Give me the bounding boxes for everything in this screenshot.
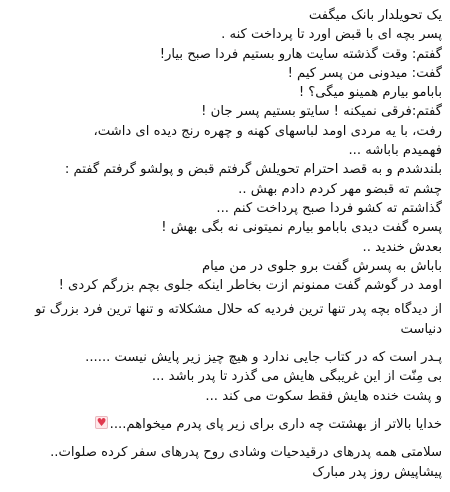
text-line-7: رفت، با یه مردی اومد لباسهای کهنه و چهره رنج دیده ای داشت، bbox=[93, 123, 442, 139]
text-line-20 bbox=[8, 415, 442, 434]
text-line-1: یک تحویلدار بانک میگفت bbox=[308, 8, 442, 23]
text-line-3: گفتم: وقت گذشته سایت هارو بستیم فردا صبح بیار! bbox=[159, 46, 442, 62]
text-line-14: باباش به پسرش گفت برو جلوی در من میام bbox=[202, 258, 442, 274]
text-paragraph-16: از دیدگاه بچه پدر تنها ترین فردیه که حلال مشکلاته و تنها ترین فرد بزرگ تو دنیاست bbox=[35, 302, 442, 337]
text-line-9: بلندشدم و به قصد احترام تحویلش گرفتم قبض و پولشو گرفتم گفتم : bbox=[64, 162, 442, 178]
text-line-22: پیشاپیش روز پدر مبارک bbox=[312, 464, 442, 480]
text-line-13: بعدش خندید .. bbox=[362, 239, 442, 255]
text-line-6: گفتم:فرقی نمیکنه ! سایتو بستیم پسر جان ! bbox=[201, 104, 442, 120]
text-line-4: گفت: میدونی من پسر کیم ! bbox=[287, 65, 442, 81]
text-line-12: پسره گفت دیدی بابامو بیارم نمیتونی نه بگی بهش ! bbox=[161, 220, 442, 236]
text-line-21: سلامتی همه پدرهای درقیدحیات وشادی روح پدرهای سفر کرده صلوات.. bbox=[50, 445, 442, 461]
text-line-2: پسر بچه ای با قبض اورد تا پرداخت کنه . bbox=[221, 27, 442, 43]
text-line-17: پـدر است که در کتاب جایی ندارد و هیچ چیز زیر پایش نیست ...... bbox=[85, 350, 442, 366]
text-line-19: و پشت خنده هایش فقط سکوت می کند ... bbox=[205, 388, 442, 404]
text-line-8: فهمیدم باباشه ... bbox=[348, 143, 442, 159]
text-line-11: گذاشتم ته کشو فردا صبح پرداخت کنم ... bbox=[216, 200, 442, 216]
text-line-18: بی مِنّت از این غریبگی هایش می گذرد تا پدر باشد ... bbox=[151, 369, 442, 385]
text-line-10: چشم ته قبضو مهر کردم دادم بهش .. bbox=[238, 181, 442, 197]
text-line-15: اومد در گوشم گفت ممنونم ازت بخاطر اینکه جلوی بچم بزرگم کردی ! bbox=[58, 278, 442, 294]
text-line-5: بابامو بیارم همینو میگی؟ ! bbox=[298, 85, 442, 101]
text-line-20-content: خدایا بالاتر از بهشتت چه داری برای زیر پای پدرم میخواهم.... bbox=[109, 416, 442, 432]
heart-emoji-icon bbox=[95, 416, 108, 429]
